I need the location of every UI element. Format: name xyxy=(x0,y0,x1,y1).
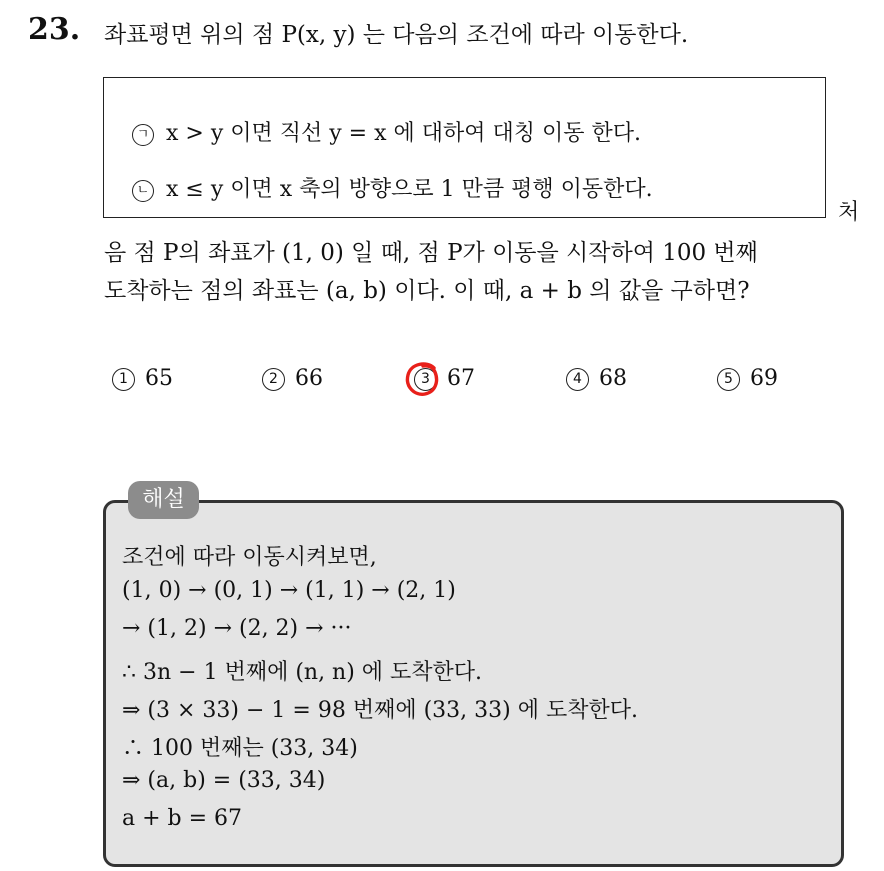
choice-5[interactable] xyxy=(717,366,778,391)
choice-value: 66 xyxy=(295,366,323,391)
selected-answer-circle-icon xyxy=(403,360,441,398)
condition-2 xyxy=(132,172,653,203)
question-text-tail: 처 xyxy=(838,200,860,225)
choice-marker: 2 xyxy=(262,368,285,391)
question-number: 23. xyxy=(28,12,81,47)
solution-line: ⇒ (a, b) = (33, 34) xyxy=(122,768,326,793)
question-text: 좌표평면 위의 점 P(x, y) 는 다음의 조건에 따라 이동한다. xyxy=(104,22,689,48)
choice-value: 67 xyxy=(447,366,475,391)
solution-label: 해설 xyxy=(128,481,199,519)
solution-line: (1, 0) → (0, 1) → (1, 1) → (2, 1) xyxy=(122,578,456,603)
solution-line: ⇒ (3 × 33) − 1 = 98 번째에 (33, 33) 에 도착한다. xyxy=(122,698,638,723)
condition-text: x > y 이면 직선 y = x 에 대하여 대칭 이동 한다. xyxy=(166,121,641,146)
answer-choices xyxy=(0,366,884,400)
choice-marker: 1 xyxy=(112,368,135,391)
condition-marker: ㄱ xyxy=(132,124,154,146)
solution-line: 조건에 따라 이동시켜보면, xyxy=(122,545,377,570)
choice-value: 65 xyxy=(145,366,173,391)
condition-text: x ≤ y 이면 x 축의 방향으로 1 만큼 평행 이동한다. xyxy=(166,177,653,202)
question-text-line-2: 음 점 P의 좌표가 (1, 0) 일 때, 점 P가 이동을 시작하여 100 번째 xyxy=(104,240,758,266)
choice-2[interactable] xyxy=(262,366,323,391)
choice-4[interactable] xyxy=(566,366,627,391)
solution-line: ∴ 3n − 1 번째에 (n, n) 에 도착한다. xyxy=(122,660,483,685)
solution-line: ∴ 100 번째는 (33, 34) xyxy=(122,736,358,761)
choice-marker: 3 xyxy=(414,368,437,391)
choice-value: 68 xyxy=(599,366,627,391)
choice-marker: 4 xyxy=(566,368,589,391)
solution-line: → (1, 2) → (2, 2) → ··· xyxy=(122,616,352,641)
solution-line: a + b = 67 xyxy=(122,806,243,831)
condition-box xyxy=(103,77,826,218)
choice-1[interactable] xyxy=(112,366,173,391)
choice-value: 69 xyxy=(750,366,778,391)
condition-marker: ㄴ xyxy=(132,180,154,202)
condition-1 xyxy=(132,116,641,147)
question-text-line-3: 도착하는 점의 좌표는 (a, b) 이다. 이 때, a + b 의 값을 구하면? xyxy=(104,278,750,304)
choice-marker: 5 xyxy=(717,368,740,391)
